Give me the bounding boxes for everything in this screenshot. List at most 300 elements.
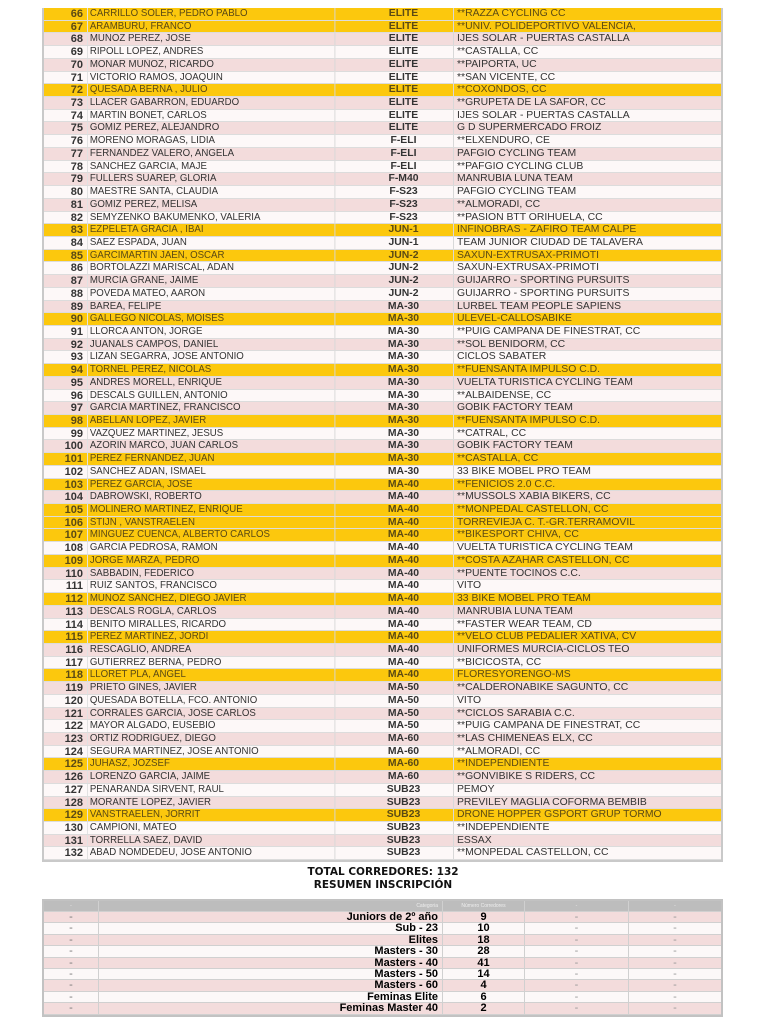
rider-number: 98 [44, 415, 88, 427]
rider-row [44, 46, 721, 59]
rider-number: 87 [44, 275, 88, 287]
rider-row [44, 733, 721, 746]
rider-category: ELITE [354, 21, 454, 33]
rider-name: RESCAGLIO, ANDREA [88, 644, 335, 656]
rider-category: MA-40 [354, 542, 454, 554]
rider-category: ELITE [354, 8, 454, 20]
rider-number: 109 [44, 555, 88, 567]
rider-row [44, 110, 721, 123]
rider-name: LIZAN SEGARRA, JOSE ANTONIO [88, 351, 335, 363]
total-riders: TOTAL CORREDORES: 132 [307, 866, 459, 878]
summary-cell: - [525, 912, 629, 922]
riders-table [42, 8, 723, 862]
rider-team: **LAS CHIMENEAS ELX, CC [457, 732, 593, 744]
rider-row [44, 822, 721, 835]
rider-number: 124 [44, 746, 88, 758]
summary-cell: - [673, 945, 677, 958]
summary-cell: - [44, 946, 99, 956]
rider-number: 70 [44, 59, 88, 71]
rider-number: 117 [44, 657, 88, 669]
rider-category: MA-30 [354, 364, 454, 376]
rider-team: **MUSSOLS XABIA BIKERS, CC [457, 491, 611, 503]
summary-category: Feminas Elite [99, 992, 443, 1002]
summary-cell: - [673, 1002, 677, 1015]
rider-name: DESCALS GUILLEN, ANTONIO [88, 390, 335, 402]
rider-team: **PUIG CAMPANA DE FINESTRAT, CC [457, 720, 641, 732]
rider-name: MORANTE LOPEZ, JAVIER [88, 797, 335, 809]
rider-row [44, 390, 721, 403]
rider-number: 129 [44, 809, 88, 821]
rider-number: 105 [44, 504, 88, 516]
header-category: Categoria [99, 901, 443, 911]
rider-name: SABBADIN, FEDERICO [88, 568, 335, 580]
rider-category: MA-30 [354, 377, 454, 389]
rider-category: MA-40 [354, 644, 454, 656]
rider-number: 118 [44, 669, 88, 681]
summary-count: 2 [443, 1003, 525, 1013]
rider-name: VAZQUEZ MARTINEZ, JESUS [88, 428, 335, 440]
rider-team: ULEVEL-CALLOSABIKE [457, 313, 572, 325]
rider-number: 84 [44, 237, 88, 249]
rider-row [44, 161, 721, 174]
rider-team: **MONPEDAL CASTELLON, CC [457, 504, 609, 516]
rider-name: JUHASZ, JOZSEF [88, 758, 335, 770]
rider-row [44, 580, 721, 593]
rider-name: BORTOLAZZI MARISCAL, ADAN [88, 262, 335, 274]
rider-team: **UNIV. POLIDEPORTIVO VALENCIA, [457, 20, 636, 32]
rider-category: SUB23 [354, 809, 454, 821]
rider-team: **FASTER WEAR TEAM, CD [457, 618, 592, 630]
rider-team: **PASION BTT ORIHUELA, CC [457, 211, 603, 223]
rider-team: **PAFGIO CYCLING CLUB [457, 160, 584, 172]
rider-name: MAYOR ALGADO, EUSEBIO [88, 720, 335, 732]
rider-category: MA-50 [354, 720, 454, 732]
rider-row [44, 224, 721, 237]
rider-name: SEGURA MARTINEZ, JOSE ANTONIO [88, 746, 335, 758]
rider-name: SAEZ ESPADA, JUAN [88, 237, 335, 249]
rider-team: VUELTA TURISTICA CYCLING TEAM [457, 376, 633, 388]
rider-team: **ALMORADI, CC [457, 745, 541, 757]
rider-category: ELITE [354, 59, 454, 71]
rider-name: RUIZ SANTOS, FRANCISCO [88, 580, 335, 592]
rider-category: SUB23 [354, 784, 454, 796]
rider-team: GUIJARRO - SPORTING PURSUITS [457, 287, 630, 299]
summary-cell: - [525, 992, 629, 1002]
rider-team: TEAM JUNIOR CIUDAD DE TALAVERA [457, 236, 643, 248]
rider-row [44, 517, 721, 530]
rider-number: 96 [44, 390, 88, 402]
rider-category: MA-50 [354, 682, 454, 694]
rider-category: JUN-1 [354, 224, 454, 236]
summary-cell: - [673, 990, 677, 1003]
rider-row [44, 237, 721, 250]
rider-row [44, 479, 721, 492]
rider-name: MAESTRE SANTA, CLAUDIA [88, 186, 335, 198]
rider-number: 77 [44, 148, 88, 160]
rider-team: **MONPEDAL CASTELLON, CC [457, 847, 609, 859]
rider-category: F-S23 [354, 186, 454, 198]
rider-name: CARRILLO SOLER, PEDRO PABLO [88, 8, 335, 20]
rider-team: **CICLOS SARABIA C.C. [457, 707, 575, 719]
rider-name: VICTORIO RAMOS, JOAQUIN [88, 72, 335, 84]
rider-team: **FENICIOS 2.0 C.C. [457, 478, 556, 490]
rider-number: 93 [44, 351, 88, 363]
rider-category: MA-40 [354, 529, 454, 541]
rider-number: 102 [44, 466, 88, 478]
rider-category: ELITE [354, 97, 454, 109]
rider-row [44, 797, 721, 810]
rider-row [44, 657, 721, 670]
rider-category: SUB23 [354, 847, 454, 859]
rider-number: 100 [44, 440, 88, 452]
rider-category: MA-40 [354, 631, 454, 643]
rider-category: MA-60 [354, 733, 454, 745]
rider-category: F-ELI [354, 148, 454, 160]
rider-row [44, 695, 721, 708]
rider-team: PEMOY [457, 783, 495, 795]
summary-category: Juniors de 2º año [99, 912, 443, 922]
rider-name: MINGUEZ CUENCA, ALBERTO CARLOS [88, 529, 335, 541]
rider-category: MA-60 [354, 771, 454, 783]
summary-count: 6 [443, 992, 525, 1002]
rider-category: SUB23 [354, 822, 454, 834]
rider-category: MA-40 [354, 555, 454, 567]
summary-cell: - [673, 956, 677, 969]
rider-category: MA-30 [354, 415, 454, 427]
summary-row [44, 912, 721, 923]
rider-row [44, 148, 721, 161]
rider-number: 74 [44, 110, 88, 122]
rider-category: MA-40 [354, 669, 454, 681]
rider-name: LLORCA ANTON, JORGE [88, 326, 335, 338]
rider-row [44, 835, 721, 848]
summary-cell: - [44, 980, 99, 990]
summary-table [42, 899, 723, 1017]
rider-number: 111 [44, 580, 88, 592]
rider-category: MA-30 [354, 313, 454, 325]
rider-category: MA-40 [354, 619, 454, 631]
rider-row [44, 669, 721, 682]
rider-name: RIPOLL LOPEZ, ANDRES [88, 46, 335, 58]
rider-row [44, 758, 721, 771]
rider-name: DABROWSKI, ROBERTO [88, 491, 335, 503]
rider-name: ARAMBURU, FRANCO [88, 21, 335, 33]
rider-row [44, 440, 721, 453]
rider-name: GOMIZ PEREZ, ALEJANDRO [88, 122, 335, 134]
rider-team: **CASTALLA, CC [457, 46, 539, 58]
rider-name: LLACER GABARRON, EDUARDO [88, 97, 335, 109]
rider-team: IJES SOLAR - PUERTAS CASTALLA [457, 33, 630, 45]
rider-category: JUN-2 [354, 262, 454, 274]
summary-count: 41 [443, 958, 525, 968]
summary-count: 10 [443, 923, 525, 933]
rider-name: GARCIMARTIN JAEN, OSCAR [88, 250, 335, 262]
rider-row [44, 186, 721, 199]
summary-category: Sub - 23 [99, 923, 443, 933]
rider-number: 89 [44, 301, 88, 313]
rider-team: **ALMORADI, CC [457, 198, 541, 210]
summary-cell: - [525, 980, 629, 990]
rider-team: GOBIK FACTORY TEAM [457, 402, 573, 414]
rider-number: 103 [44, 479, 88, 491]
rider-row [44, 504, 721, 517]
rider-team: VITO [457, 580, 482, 592]
rider-row [44, 746, 721, 759]
rider-number: 115 [44, 631, 88, 643]
rider-name: SEMYZENKO BAKUMENKO, VALERIA [88, 212, 335, 224]
rider-name: ANDRES MORELL, ENRIQUE [88, 377, 335, 389]
rider-name: LLORET PLA, ANGEL [88, 669, 335, 681]
rider-name: VANSTRAELEN, JORRIT [88, 809, 335, 821]
rider-row [44, 84, 721, 97]
rider-row [44, 33, 721, 46]
rider-category: JUN-1 [354, 237, 454, 249]
rider-row [44, 593, 721, 606]
rider-number: 79 [44, 173, 88, 185]
rider-name: MUÑOZ PEREZ, JOSE [88, 33, 335, 45]
summary-category: Masters - 30 [99, 946, 443, 956]
rider-row [44, 847, 721, 860]
rider-row [44, 72, 721, 85]
rider-name: PEREZ GARCIA, JOSE [88, 479, 335, 491]
rider-team: FLORESYORENGO-MS [457, 669, 571, 681]
summary-cell: - [525, 923, 629, 933]
rider-row [44, 288, 721, 301]
rider-team: **COSTA AZAHAR CASTELLON, CC [457, 554, 630, 566]
rider-team: ESSAX [457, 834, 492, 846]
rider-name: GOMIZ PEREZ, MELISA [88, 199, 335, 211]
rider-number: 104 [44, 491, 88, 503]
rider-category: MA-40 [354, 568, 454, 580]
rider-team: **COXONDOS, CC [457, 84, 547, 96]
rider-team: TORREVIEJA C. T.-GR.TERRAMOVIL [457, 516, 636, 528]
rider-row [44, 326, 721, 339]
rider-row [44, 619, 721, 632]
rider-number: 119 [44, 682, 88, 694]
summary-cell: - [44, 935, 99, 945]
rider-team: GUIJARRO - SPORTING PURSUITS [457, 275, 630, 287]
rider-name: SANCHEZ ADAN, ISMAEL [88, 466, 335, 478]
rider-name: PEREZ FERNANDEZ, JUAN [88, 453, 335, 465]
rider-category: MA-60 [354, 758, 454, 770]
summary-row [44, 923, 721, 934]
rider-number: 75 [44, 122, 88, 134]
rider-number: 108 [44, 542, 88, 554]
rider-number: 126 [44, 771, 88, 783]
summary-cell: - [525, 935, 629, 945]
rider-number: 85 [44, 250, 88, 262]
rider-row [44, 809, 721, 822]
rider-team: **BICICOSTA, CC [457, 656, 542, 668]
rider-team: **BIKESPORT CHIVA, CC [457, 529, 579, 541]
rider-number: 90 [44, 313, 88, 325]
rider-name: BENITO MIRALLES, RICARDO [88, 619, 335, 631]
header-cell: - [674, 903, 676, 909]
rider-team: 33 BIKE MOBEL PRO TEAM [457, 465, 591, 477]
rider-number: 76 [44, 135, 88, 147]
summary-category: Masters - 50 [99, 969, 443, 979]
rider-name: JUANALS CAMPOS, DANIEL [88, 339, 335, 351]
rider-name: CORRALES GARCIA, JOSE CARLOS [88, 708, 335, 720]
rider-row [44, 466, 721, 479]
rider-team: LURBEL TEAM PEOPLE SAPIENS [457, 300, 622, 312]
rider-team: **GONVIBIKE S RIDERS, CC [457, 771, 595, 783]
rider-name: DESCALS ROGLA, CARLOS [88, 606, 335, 618]
rider-category: ELITE [354, 110, 454, 122]
rider-row [44, 59, 721, 72]
summary-count: 4 [443, 980, 525, 990]
rider-team: **INDEPENDIENTE [457, 822, 550, 833]
rider-team: **SOL BENIDORM, CC [457, 338, 566, 350]
summary-count: 18 [443, 935, 525, 945]
rider-category: MA-30 [354, 466, 454, 478]
rider-name: PRIETO GINES, JAVIER [88, 682, 335, 694]
rider-row [44, 568, 721, 581]
summary-row [44, 946, 721, 957]
rider-row [44, 8, 721, 21]
rider-name: GARCIA MARTINEZ, FRANCISCO [88, 402, 335, 414]
rider-row [44, 720, 721, 733]
rider-row [44, 313, 721, 326]
rider-row [44, 364, 721, 377]
rider-team: MANRUBIA LUNA TEAM [457, 605, 573, 617]
summary-cell: - [673, 922, 677, 935]
rider-row [44, 784, 721, 797]
rider-name: FERNANDEZ VALERO, ANGELA [88, 148, 335, 160]
rider-row [44, 199, 721, 212]
rider-name: CAMPIONI, MATEO [88, 822, 335, 834]
header-cell: - [44, 901, 99, 911]
summary-cell: - [44, 1003, 99, 1013]
rider-team: **ELXENDURO, CE [457, 135, 550, 147]
rider-row [44, 275, 721, 288]
rider-row [44, 122, 721, 135]
rider-category: MA-30 [354, 453, 454, 465]
summary-cell: - [525, 1003, 629, 1013]
rider-category: MA-60 [354, 746, 454, 758]
rider-name: FULLERS SUAREP, GLORIA [88, 173, 335, 185]
rider-row [44, 644, 721, 657]
rider-team: **RAZZA CYCLING CC [457, 8, 566, 19]
summary-category: Masters - 60 [99, 980, 443, 990]
summary-cell: - [525, 946, 629, 956]
rider-row [44, 542, 721, 555]
rider-number: 68 [44, 33, 88, 45]
rider-category: F-M40 [354, 173, 454, 185]
rider-name: QUESADA BOTELLA, FCO. ANTONIO [88, 695, 335, 707]
rider-number: 106 [44, 517, 88, 529]
rider-team: PREVILEY MAGLIA COFORMA BEMBIB [457, 796, 647, 808]
rider-category: JUN-2 [354, 275, 454, 287]
rider-team: **FUENSANTA IMPULSO C.D. [457, 415, 600, 426]
summary-cell: - [673, 979, 677, 992]
rider-number: 101 [44, 453, 88, 465]
summary-cell: - [44, 992, 99, 1002]
rider-row [44, 453, 721, 466]
rider-row [44, 173, 721, 186]
rider-category: MA-40 [354, 657, 454, 669]
rider-category: ELITE [354, 84, 454, 96]
rider-number: 122 [44, 720, 88, 732]
rider-number: 78 [44, 161, 88, 173]
rider-name: MUÑOZ SANCHEZ, DIEGO JAVIER [88, 593, 335, 605]
summary-cell: - [44, 958, 99, 968]
rider-name: SANCHEZ GARCIA, MAJE [88, 161, 335, 173]
rider-row [44, 351, 721, 364]
rider-number: 110 [44, 568, 88, 580]
rider-number: 130 [44, 822, 88, 834]
rider-row [44, 301, 721, 314]
rider-number: 123 [44, 733, 88, 745]
summary-cell: - [673, 933, 677, 946]
rider-row [44, 97, 721, 110]
rider-team: UNIFORMES MURCIA-CICLOS TEO [457, 643, 630, 655]
rider-team: **SAN VICENTE, CC [457, 71, 556, 83]
rider-team: **ALBAIDENSE, CC [457, 389, 552, 401]
rider-team: **VELO CLUB PEDALIER XATIVA, CV [457, 631, 637, 643]
rider-number: 97 [44, 402, 88, 414]
rider-category: MA-40 [354, 504, 454, 516]
summary-count: 9 [443, 912, 525, 922]
rider-category: MA-40 [354, 517, 454, 529]
rider-number: 71 [44, 72, 88, 84]
rider-number: 99 [44, 428, 88, 440]
summary-title: RESUMEN INSCRIPCIÓN [313, 879, 453, 891]
rider-number: 107 [44, 529, 88, 541]
rider-number: 112 [44, 593, 88, 605]
rider-row [44, 555, 721, 568]
summary-count: 14 [443, 969, 525, 979]
summary-category: Masters - 40 [99, 958, 443, 968]
rider-name: STIJN , VANSTRAELEN [88, 517, 335, 529]
rider-number: 94 [44, 364, 88, 376]
rider-number: 66 [44, 8, 88, 20]
summary-count: 28 [443, 946, 525, 956]
rider-name: ABAD NOMDEDEU, JOSE ANTONIO [88, 847, 335, 859]
rider-team: G D SUPERMERCADO FROIZ [457, 122, 602, 134]
rider-category: F-S23 [354, 199, 454, 211]
rider-category: MA-30 [354, 402, 454, 414]
rider-row [44, 262, 721, 275]
rider-category: SUB23 [354, 797, 454, 809]
rider-team: **CASTALLA, CC [457, 453, 539, 465]
rider-row [44, 631, 721, 644]
rider-row [44, 428, 721, 441]
summary-category: Feminas Master 40 [99, 1003, 443, 1013]
rider-row [44, 339, 721, 352]
rider-number: 91 [44, 326, 88, 338]
rider-name: ORTIZ RODRIGUEZ, DIEGO [88, 733, 335, 745]
rider-number: 128 [44, 797, 88, 809]
rider-name: JORGE MARZA, PEDRO [88, 555, 335, 567]
rider-number: 73 [44, 97, 88, 109]
rider-category: MA-50 [354, 708, 454, 720]
rider-name: TORNEL PEREZ, NICOLAS [88, 364, 335, 376]
rider-row [44, 529, 721, 542]
rider-number: 116 [44, 644, 88, 656]
rider-category: MA-40 [354, 580, 454, 592]
rider-name: BAREA, FELIPE [88, 301, 335, 313]
rider-name: POVEDA MATEO, AARON [88, 288, 335, 300]
rider-number: 81 [44, 199, 88, 211]
rider-name: MOLINERO MARTINEZ, ENRIQUE [88, 504, 335, 516]
rider-team: **GRUPETA DE LA SAFOR, CC [457, 97, 606, 109]
rider-team: SAXUN-EXTRUSAX-PRIMOTI [457, 262, 600, 274]
rider-category: MA-30 [354, 301, 454, 313]
rider-row [44, 402, 721, 415]
rider-row [44, 682, 721, 695]
rider-category: MA-30 [354, 440, 454, 452]
